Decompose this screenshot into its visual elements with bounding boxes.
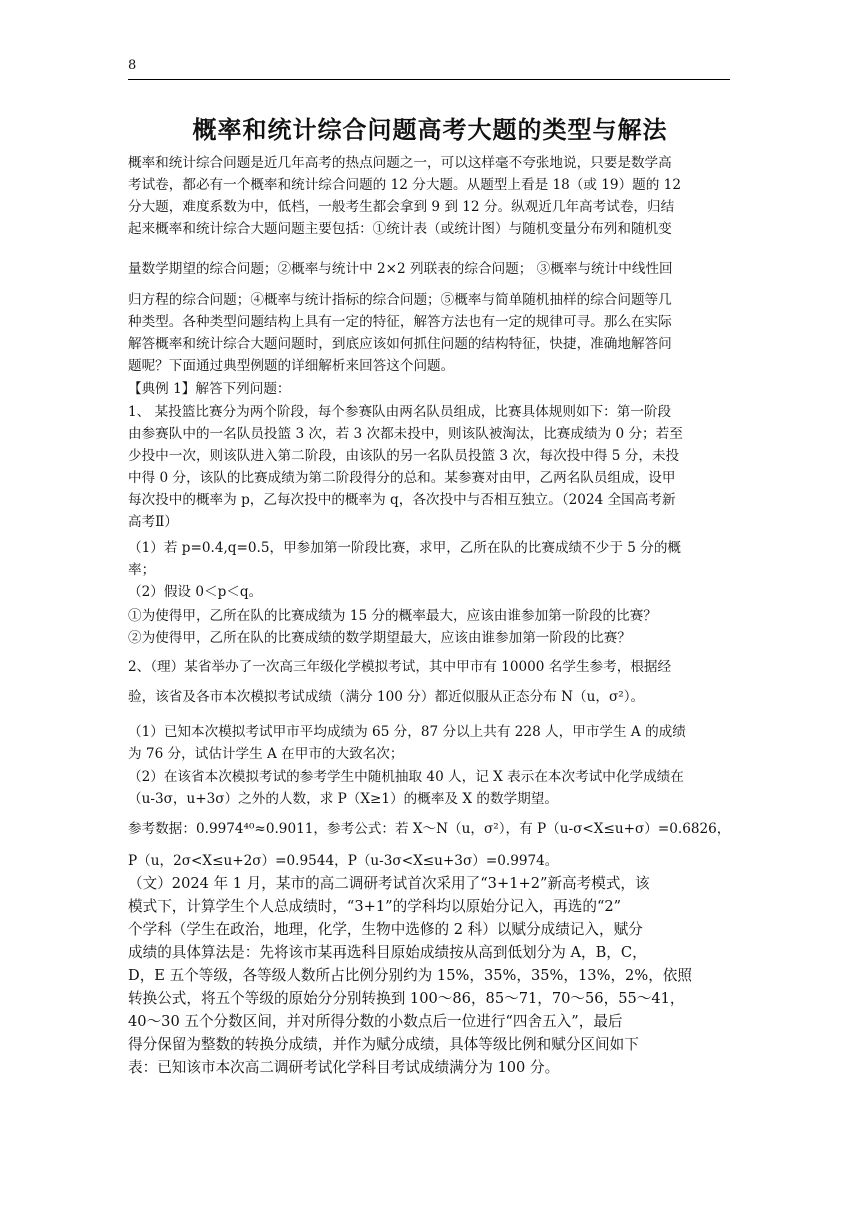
text-line: D，E 五个等级，各等级人数所占比例分别约为 15%，35%，35%，13%，2%，依照 [128, 967, 692, 984]
text-line: （2）假设 0＜p＜q。 [128, 584, 263, 600]
text-line: （文）2024 年 1 月，某市的高二调研考试首次采用了“3+1+2”新高考模式，该 [128, 875, 650, 892]
text-line: 表：已知该市本次高二调研考试化学科目考试成绩满分为 100 分。 [128, 1059, 560, 1076]
text-line: 2、（理）某省举办了一次高三年级化学模拟考试，其中甲市有 10000 名学生参考，根据经 [128, 659, 672, 675]
text-line: 成绩的具体算法是：先将该市某再选科目原始成绩按从高到低划分为 A，B，C， [128, 944, 647, 961]
text-line: 得分保留为整数的转换分成绩，并作为赋分成绩，具体等级比例和赋分区间如下 [128, 1036, 639, 1053]
text-line: （u-3σ，u+3σ）之外的人数，求 P（X≥1）的概率及 X 的数学期望。 [128, 791, 558, 807]
text-line: 中得 0 分，该队的比赛成绩为第二阶段得分的总和。某参赛对由甲，乙两名队员组成，设甲 [128, 470, 676, 486]
text-line: 少投中一次，则该队进入第二阶段，由该队的另一名队员投篮 3 次，每次投中得 5 分，未投 [128, 448, 680, 464]
text-line: ①为使得甲，乙所在队的比赛成绩为 15 分的概率最大，应该由谁参加第一阶段的比赛？ [128, 608, 657, 624]
example-heading: 【典例 1】解答下列问题： [128, 381, 291, 397]
text-line: 量数学期望的综合问题；②概率与统计中 2×2 列联表的综合问题； ③概率与统计中线性回 [128, 261, 673, 277]
text-line: 种类型。各种类型问题结构上具有一定的特征，解答方法也有一定的规律可寻。那么在实际 [128, 314, 672, 330]
text-line: 题呢？下面通过典型例题的详细解析来回答这个问题。 [128, 358, 455, 374]
text-line: 起来概率和统计综合大题问题主要包括：①统计表（或统计图）与随机变量分布列和随机变 [128, 221, 672, 237]
text-line: 验，该省及各市本次模拟考试成绩（满分 100 分）都近似服从正态分布 N（u，σ²）。 [128, 689, 645, 705]
text-line: ②为使得甲，乙所在队的比赛成绩的数学期望最大，应该由谁参加第一阶段的比赛？ [128, 630, 631, 646]
text-line: 分大题，难度系数为中，低档，一般考生都会拿到 9 到 12 分。纵观近几年高考试卷，归结 [128, 199, 675, 215]
text-line: （1）若 p=0.4,q=0.5，甲参加第一阶段比赛，求甲，乙所在队的比赛成绩不少于 5 分的概 [128, 540, 682, 556]
text-line: 由参赛队中的一名队员投篮 3 次，若 3 次都未投中，则该队被淘汰，比赛成绩为 0 分；若至 [128, 426, 683, 442]
text-line: （1）已知本次模拟考试甲市平均成绩为 65 分，87 分以上共有 228 人，甲市学生 A 的成绩 [128, 724, 686, 740]
text-line: 高考Ⅱ） [128, 514, 179, 530]
text-line: 率； [128, 562, 156, 578]
reference-data-line: 参考数据：0.9974⁴⁰≈0.9011，参考公式：若 X～N（u，σ²），有 P（u-σ<X≤u+σ）=0.6826， [128, 821, 731, 837]
text-line: （2）在该省本次模拟考试的参考学生中随机抽取 40 人，记 X 表示在本次考试中化学成绩在 [128, 769, 684, 785]
document-title: 概率和统计综合问题高考大题的类型与解法 [192, 116, 668, 144]
text-line: 归方程的综合问题；④概率与统计指标的综合问题；⑤概率与简单随机抽样的综合问题等几 [128, 292, 672, 308]
text-line: 个学科（学生在政治，地理，化学，生物中选修的 2 科）以赋分成绩记入，赋分 [128, 921, 643, 938]
text-line: 考试卷，都必有一个概率和统计综合问题的 12 分大题。从题型上看是 18（或 19）题的 12 [128, 177, 681, 193]
text-line: 转换公式，将五个等级的原始分分别转换到 100～86，85～71，70～56，55～41， [128, 990, 685, 1007]
header-rule [128, 79, 730, 80]
text-line: 1、 某投篮比赛分为两个阶段，每个参赛队由两名队员组成，比赛具体规则如下：第一阶段 [128, 404, 672, 420]
text-line: 为 76 分，试估计学生 A 在甲市的大致名次； [128, 746, 404, 762]
text-line: 每次投中的概率为 p，乙每次投中的概率为 q，各次投中与否相互独立。（2024 全国高考新 [128, 492, 676, 508]
text-line: 解答概率和统计综合大题问题时，到底应该如何抓住问题的结构特征，快捷，准确地解答问 [128, 336, 672, 352]
text-line: P（u，2σ<X≤u+2σ）=0.9544，P（u-3σ<X≤u+3σ）=0.9974。 [128, 853, 559, 869]
text-line: 概率和统计综合问题是近几年高考的热点问题之一，可以这样毫不夸张地说，只要是数学高 [128, 155, 672, 171]
page-number: 8 [128, 58, 137, 73]
text-line: 40～30 五个分数区间，并对所得分数的小数点后一位进行“四舍五入”，最后 [128, 1013, 623, 1030]
text-line: 模式下，计算学生个人总成绩时，“3+1”的学科均以原始分记入，再选的“2” [128, 898, 622, 915]
